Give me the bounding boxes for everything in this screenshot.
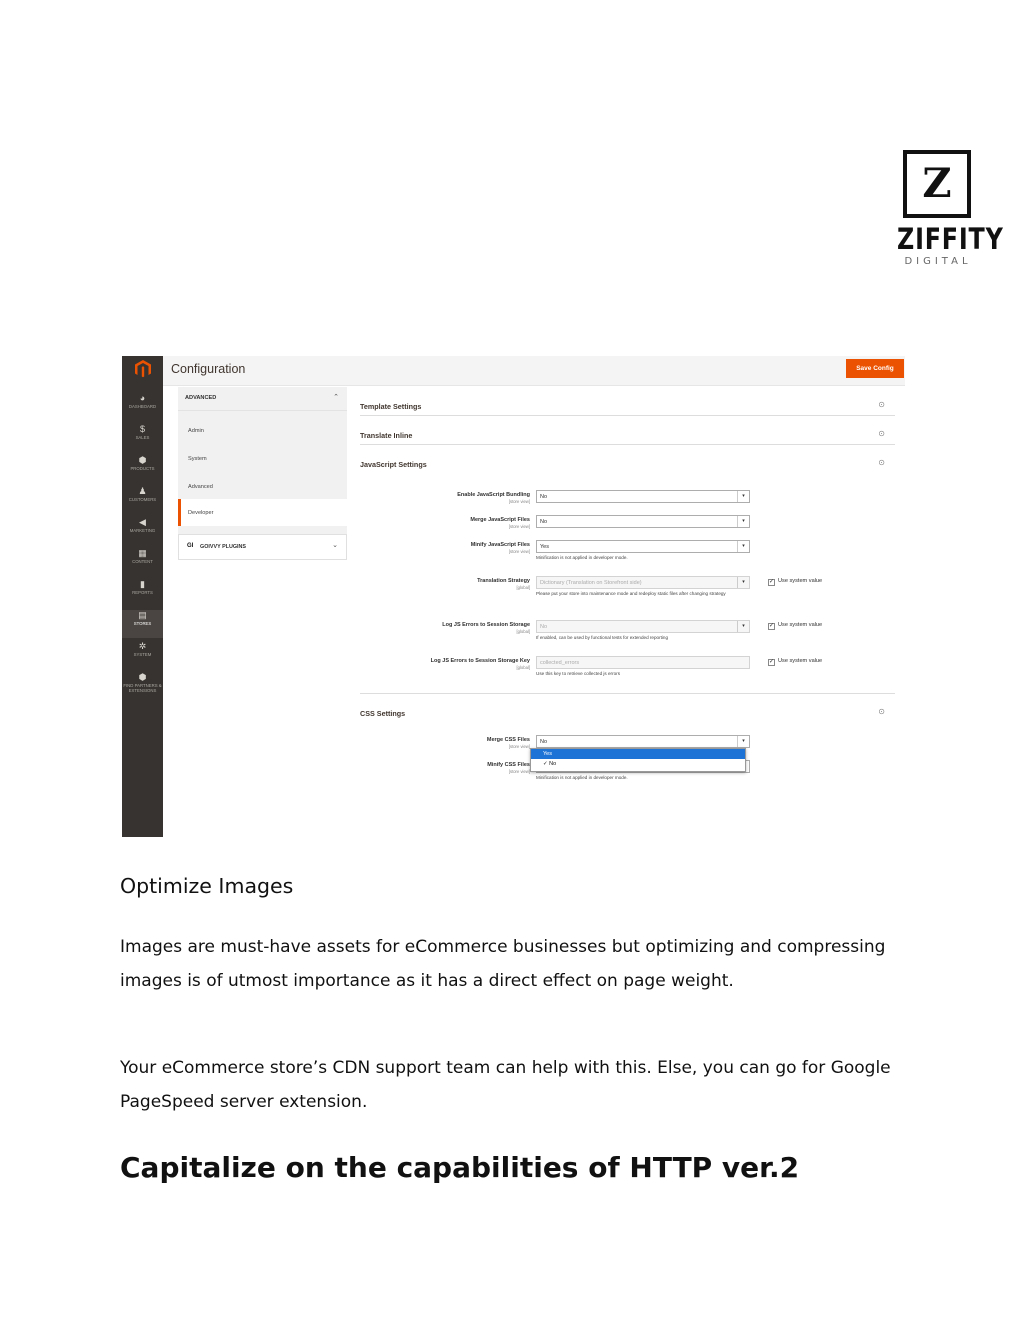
magento-config-screenshot: Configuration Save Config ADVANCED ⌃ Admin System Advanced Developer GI GOIVVY PLUGINS ⌄ Template Settings ⊙ Translate Inline ⊙ JavaScript Settings ⊙ Enable JavaScript Bundling [store view] No ▾ Merge JavaScript Files [store view] No ▾ Minify JavaScript Files [store view] Yes ▾ Minification is not applied in developer mode. Translation Strategy [global] Dictionary (Translation on Storefront side) ▾ Please put your store into maintenance mode and redeploy static files after changing strategy ✓ Use system value Log JS Errors to Session Storage [global] No ▾ If enabled, can be used by functional tests for extended reporting ✓ Use system value Log JS Errors to Session Storage Key [global] collected_errors Use this key to retrieve collected js errors ✓ Use system value CSS Settings ⊙ Merge CSS Files [store view] No ▾ Minify CSS Files [store view] Minification is not applied in developer mode. Yes ✓ No ◕ DASHBOARD $ SALES ⬢ PRODUCTS ♟ CUSTOMERS ◀ MARKETING ▦ CONTENT ▮ REPORTS ▤ STORES ✲ SYSTEM ⬢ FIND PARTNERS & EXTENSIONS: [122, 356, 905, 837]
nav-label: DASHBOARD: [128, 404, 157, 409]
dropdown-arrow-icon: ▾: [737, 541, 749, 552]
expand-icon: ⊙: [878, 400, 885, 409]
nav-products[interactable]: [122, 455, 163, 483]
dropdown-arrow-icon: ▾: [737, 736, 749, 747]
tab-group-advanced[interactable]: ADVANCED ⌃: [178, 387, 347, 411]
merge-css-select[interactable]: No ▾: [536, 735, 750, 748]
nav-sales[interactable]: [122, 424, 163, 452]
minify-css-dropdown[interactable]: [530, 748, 746, 772]
nav-label: FIND PARTNERS & EXTENSIONS: [123, 683, 162, 693]
dashboard-icon: ◕: [139, 393, 146, 403]
ziffity-logo: [888, 150, 1004, 267]
dropdown-arrow-icon: ▾: [737, 491, 749, 502]
nav-find-partners-extensions[interactable]: [122, 672, 163, 700]
gear-icon: ✲: [138, 641, 147, 651]
page-title: Configuration: [171, 362, 246, 376]
nav-label: SALES: [135, 435, 150, 440]
nav-system[interactable]: [122, 641, 163, 669]
nav-marketing[interactable]: [122, 517, 163, 545]
checkmark-icon: ✓: [543, 761, 550, 767]
dropdown-arrow-icon: ▾: [737, 577, 749, 588]
checkmark-icon: ✓: [769, 659, 775, 665]
chevron-down-icon: ⌄: [332, 542, 338, 549]
store-icon: ▤: [138, 610, 147, 620]
megaphone-icon: ◀: [139, 517, 146, 527]
dropdown-option-yes[interactable]: Yes: [531, 749, 745, 759]
use-system-value-checkbox[interactable]: ✓ Use system value: [769, 658, 823, 665]
save-config-button[interactable]: Save Config: [846, 359, 904, 378]
section-translate-inline[interactable]: Translate Inline ⊙: [360, 416, 895, 445]
nav-label: STORES: [133, 621, 152, 626]
translation-strategy-select[interactable]: Dictionary (Translation on Storefront side) ▾: [536, 576, 750, 589]
person-icon: ♟: [138, 486, 147, 496]
nav-label: MARKETING: [129, 528, 156, 533]
layout-icon: ▦: [138, 548, 147, 558]
section-javascript-settings[interactable]: JavaScript Settings ⊙: [360, 458, 885, 469]
tab-advanced[interactable]: Advanced: [188, 484, 213, 490]
dropdown-arrow-icon: ▾: [737, 621, 749, 632]
section-css-settings[interactable]: CSS Settings ⊙: [360, 693, 895, 723]
section-heading: Optimize Images: [120, 874, 294, 898]
bar-chart-icon: ▮: [140, 579, 145, 589]
nav-label: CUSTOMERS: [128, 497, 157, 502]
dollar-icon: $: [139, 424, 145, 434]
log-js-errors-select[interactable]: No ▾: [536, 620, 750, 633]
dropdown-arrow-icon: ▾: [737, 516, 749, 527]
nav-label: PRODUCTS: [130, 466, 155, 471]
minify-js-select[interactable]: Yes ▾: [536, 540, 750, 553]
tab-admin[interactable]: Admin: [188, 428, 204, 434]
checkmark-icon: ✓: [769, 579, 775, 585]
use-system-value-checkbox[interactable]: ✓ Use system value: [769, 622, 823, 629]
dropdown-option-no[interactable]: ✓ No: [543, 761, 557, 767]
logo-wordmark: ZIFFITY: [897, 222, 1004, 256]
nav-customers[interactable]: [122, 486, 163, 514]
box-icon: ⬢: [138, 672, 147, 682]
nav-reports[interactable]: [122, 579, 163, 607]
nav-dashboard[interactable]: [122, 393, 163, 421]
logo-subtitle: DIGITAL: [904, 256, 972, 267]
paragraph: Your eCommerce store’s CDN support team can help with this. Else, you can go for Google PageSpeed server extension.: [120, 1058, 891, 1112]
js-bundling-select[interactable]: No ▾: [536, 490, 750, 503]
checkmark-icon: ✓: [769, 623, 775, 629]
tab-system[interactable]: System: [188, 456, 207, 462]
expand-icon: ⊙: [878, 429, 885, 438]
section-template-settings[interactable]: Template Settings ⊙: [360, 387, 895, 416]
log-key-input[interactable]: collected_errors: [536, 656, 750, 669]
nav-content[interactable]: [122, 548, 163, 576]
tab-developer[interactable]: Developer: [178, 499, 347, 526]
cube-icon: ⬢: [138, 455, 147, 465]
logo-mark: Z: [903, 150, 971, 218]
nav-label: CONTENT: [132, 559, 153, 564]
nav-stores[interactable]: [122, 610, 163, 638]
use-system-value-checkbox[interactable]: ✓ Use system value: [769, 578, 823, 585]
chevron-up-icon: ⌃: [333, 394, 339, 401]
nav-label: REPORTS: [132, 590, 153, 595]
nav-label: SYSTEM: [133, 652, 152, 657]
magento-logo-icon: [122, 356, 163, 382]
page-header: [163, 356, 905, 386]
collapse-icon: ⊙: [878, 458, 885, 467]
section-heading: Capitalize on the capabilities of HTTP ver.2: [120, 1151, 800, 1184]
goivvy-logo-icon: GI: [187, 543, 194, 549]
collapse-icon: ⊙: [878, 707, 885, 716]
merge-js-select[interactable]: No ▾: [536, 515, 750, 528]
paragraph: Images are must-have assets for eCommerce businesses but optimizing and compressing images is of utmost importance as it has a direct effect on page weight.: [120, 937, 886, 991]
tab-group-goivvy[interactable]: GI GOIVVY PLUGINS ⌄: [178, 534, 347, 560]
